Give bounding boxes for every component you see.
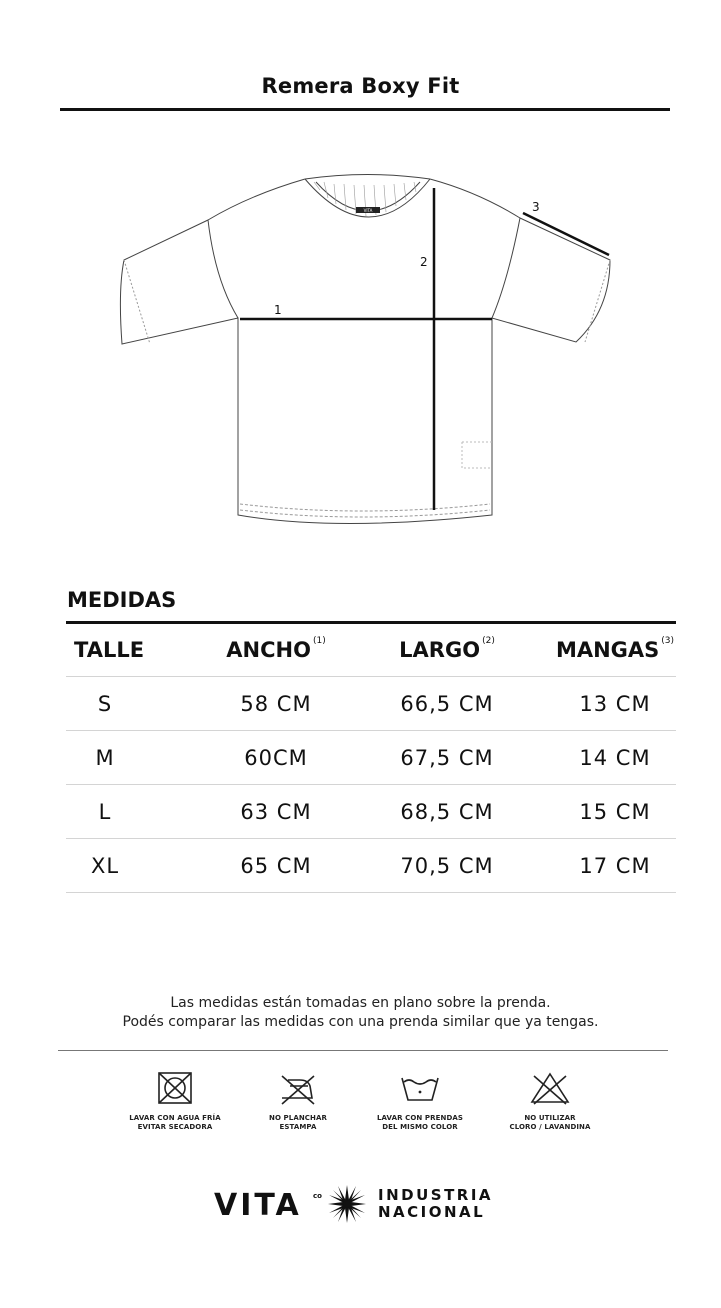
note-line-2: Podés comparar las medidas con una prenda similar que ya tengas.: [122, 1014, 599, 1030]
care-label: [485, 1114, 615, 1132]
tshirt-diagram: [0, 160, 721, 550]
size-table: [66, 624, 676, 893]
cell-mangas: 17 CM: [579, 853, 651, 878]
header-footnote: (3): [661, 636, 675, 646]
care-instructions: [110, 1070, 630, 1140]
care-label-line: CLORO / LAVANDINA: [509, 1123, 591, 1131]
care-item-wash-cold: [110, 1070, 240, 1132]
care-label-line: EVITAR SECADORA: [137, 1123, 213, 1131]
care-item-no-iron: [233, 1070, 363, 1132]
neck-tag-label: VITA: [363, 208, 373, 213]
care-label-line: DEL MISMO COLOR: [382, 1123, 458, 1131]
measure-label-3: 3: [532, 200, 540, 214]
header-talle: [66, 624, 152, 676]
cell-ancho: 63 CM: [240, 799, 312, 824]
care-label-line: LAVAR CON AGUA FRÍA: [129, 1114, 221, 1122]
table-row: [66, 731, 676, 785]
cell-largo: 70,5 CM: [400, 853, 494, 878]
measure-label-1: 1: [274, 303, 282, 317]
note-divider: [58, 1050, 668, 1051]
page-title: Remera Boxy Fit: [261, 74, 460, 98]
header-footnote: (1): [312, 636, 326, 646]
table-row: [66, 839, 676, 893]
header-mangas: [554, 624, 676, 676]
sunburst-icon: [327, 1184, 367, 1224]
measure-label-2: 2: [420, 255, 428, 269]
header-label: LARGO: [399, 638, 481, 662]
cell-mangas: 13 CM: [579, 691, 651, 716]
header-footnote: (2): [482, 636, 495, 646]
title-divider: [60, 108, 670, 111]
cell-largo: 67,5 CM: [400, 745, 494, 770]
care-label-line: NO UTILIZAR: [524, 1114, 576, 1122]
cell-talle: XL: [90, 853, 120, 878]
sleeve-measure-line: [523, 213, 609, 255]
cell-largo: 66,5 CM: [400, 691, 494, 716]
no-iron-icon: [276, 1070, 320, 1106]
wash-cold-no-dryer-icon: [153, 1070, 197, 1106]
care-label-line: ESTAMPA: [279, 1123, 317, 1131]
header-label: MANGAS: [555, 638, 660, 662]
care-label-line: LAVAR CON PRENDAS: [376, 1114, 464, 1122]
cell-mangas: 14 CM: [579, 745, 651, 770]
header-largo: [382, 624, 512, 676]
cell-talle: L: [98, 799, 112, 824]
care-item-wash-color: [355, 1070, 485, 1132]
note-line-1: Las medidas están tomadas en plano sobre la prenda.: [170, 995, 551, 1011]
measurement-note: [0, 994, 721, 1032]
care-label-line: NO PLANCHAR: [268, 1114, 328, 1122]
cell-talle: S: [97, 691, 113, 716]
care-label: [110, 1114, 240, 1132]
care-item-no-bleach: [485, 1070, 615, 1132]
wash-basin-icon: [398, 1070, 442, 1106]
cell-ancho: 58 CM: [240, 691, 312, 716]
header-label: ANCHO: [226, 638, 311, 662]
tagline-line-1: INDUSTRIA: [378, 1186, 494, 1204]
care-label: [355, 1114, 485, 1132]
table-header-row: [66, 624, 676, 677]
cell-largo: 68,5 CM: [400, 799, 494, 824]
tagline-line-2: NACIONAL: [378, 1203, 486, 1221]
header-ancho: [211, 624, 341, 676]
brand-footer: [0, 1180, 721, 1230]
cell-talle: M: [95, 745, 115, 770]
brand-suffix: co: [313, 1192, 322, 1200]
industria-nacional: [378, 1187, 493, 1221]
brand-logo: VITA: [214, 1188, 302, 1223]
care-label: [233, 1114, 363, 1132]
table-row: [66, 785, 676, 839]
header-label: TALLE: [74, 638, 145, 662]
section-title: MEDIDAS: [67, 588, 177, 612]
cell-ancho: 65 CM: [240, 853, 312, 878]
cell-ancho: 60CM: [244, 745, 308, 770]
table-row: [66, 677, 676, 731]
cell-mangas: 15 CM: [579, 799, 651, 824]
no-bleach-icon: [528, 1070, 572, 1106]
